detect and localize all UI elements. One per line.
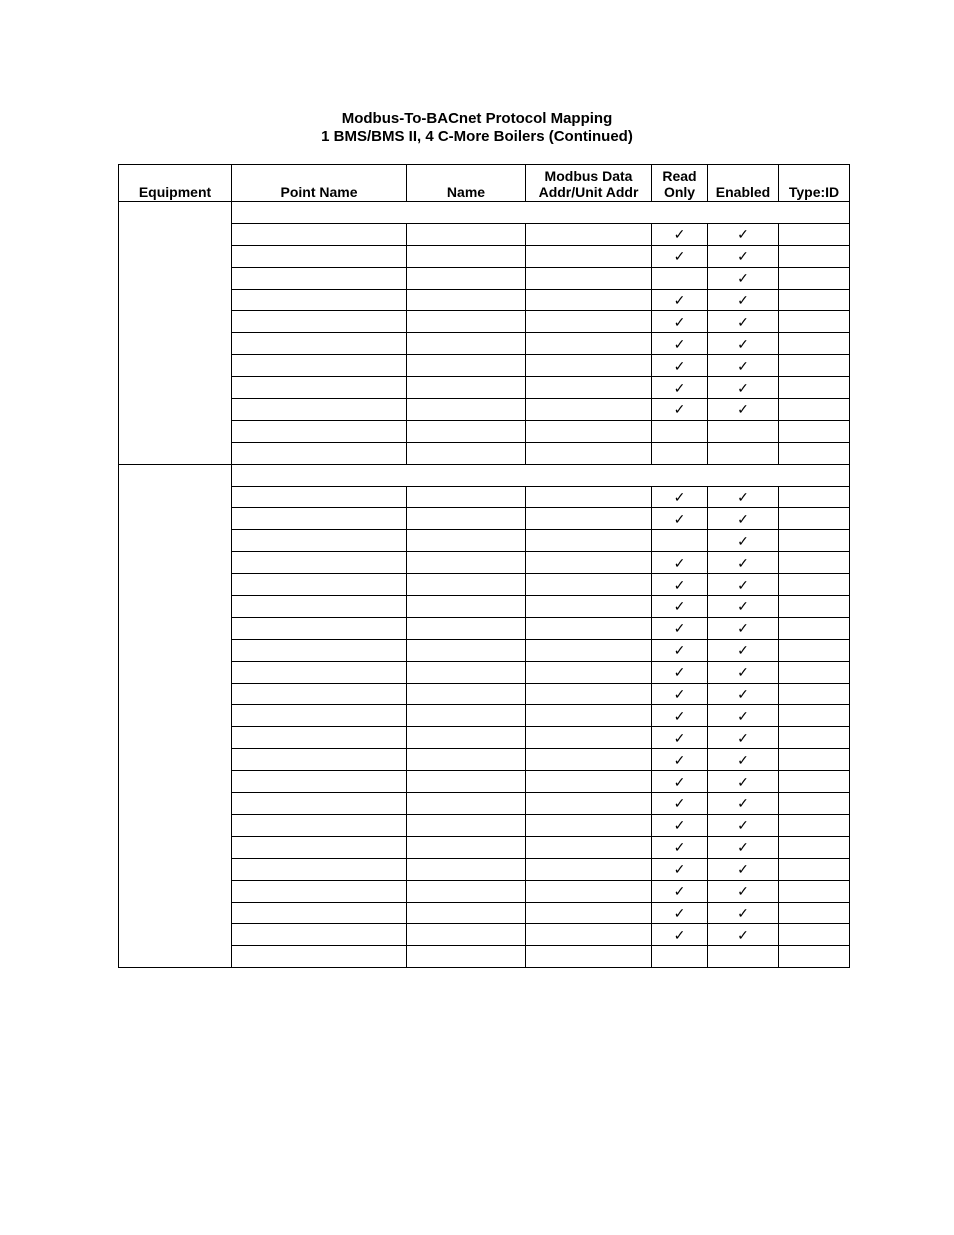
read-only-cell <box>652 683 708 705</box>
type-id-cell <box>779 420 850 442</box>
modbus-addr-cell <box>526 924 652 946</box>
header-read-line-1: Read <box>662 168 697 184</box>
enabled-check-icon: ✓ <box>737 839 749 856</box>
name-cell <box>407 749 526 771</box>
read-only-cell <box>652 727 708 749</box>
modbus-addr-cell <box>526 245 652 267</box>
read-only-cell <box>652 814 708 836</box>
point-name-cell <box>232 333 407 355</box>
read-only-cell <box>652 639 708 661</box>
type-id-cell <box>779 267 850 289</box>
name-cell <box>407 705 526 727</box>
header-equipment: Equipment <box>119 165 232 202</box>
name-cell <box>407 267 526 289</box>
point-name-cell <box>232 836 407 858</box>
modbus-addr-cell <box>526 442 652 464</box>
read-only-check-icon: ✓ <box>673 357 686 374</box>
enabled-check-icon: ✓ <box>737 926 749 943</box>
name-cell <box>407 245 526 267</box>
name-cell <box>407 377 526 399</box>
name-cell <box>407 508 526 530</box>
enabled-cell <box>708 858 779 880</box>
read-only-cell <box>652 617 708 639</box>
enabled-check-icon: ✓ <box>737 664 749 681</box>
read-only-check-icon: ✓ <box>673 313 686 330</box>
title-line-1: Modbus-To-BACnet Protocol Mapping <box>341 110 613 127</box>
modbus-addr-cell <box>526 617 652 639</box>
read-only-cell <box>652 552 708 574</box>
enabled-cell <box>708 267 779 289</box>
mapping-table <box>118 164 850 968</box>
enabled-check-icon: ✓ <box>737 686 749 703</box>
type-id-cell <box>779 223 850 245</box>
read-only-check-icon: ✓ <box>673 292 686 308</box>
type-id-cell <box>779 596 850 618</box>
read-only-check-icon: ✓ <box>673 401 686 418</box>
point-name-cell <box>232 858 407 880</box>
modbus-addr-cell <box>526 771 652 793</box>
modbus-addr-cell <box>526 727 652 749</box>
point-name-cell <box>232 771 407 793</box>
header-type-id: Type:ID <box>779 165 850 202</box>
read-only-cell <box>652 530 708 552</box>
name-cell <box>407 639 526 661</box>
read-only-check-icon: ✓ <box>673 861 686 878</box>
type-id-cell <box>779 377 850 399</box>
read-only-cell <box>652 902 708 924</box>
point-name-cell <box>232 617 407 639</box>
enabled-check-icon: ✓ <box>737 292 749 308</box>
name-cell <box>407 399 526 421</box>
read-only-cell <box>652 223 708 245</box>
name-cell <box>407 486 526 508</box>
header-row <box>119 165 850 202</box>
point-name-cell <box>232 223 407 245</box>
enabled-cell <box>708 661 779 683</box>
name-cell <box>407 617 526 639</box>
modbus-addr-cell <box>526 311 652 333</box>
point-name-cell <box>232 267 407 289</box>
name-cell <box>407 596 526 618</box>
type-id-cell <box>779 574 850 596</box>
enabled-cell <box>708 596 779 618</box>
read-only-cell <box>652 858 708 880</box>
read-only-cell <box>652 486 708 508</box>
read-only-check-icon: ✓ <box>673 926 686 943</box>
read-only-cell <box>652 508 708 530</box>
enabled-check-icon: ✓ <box>737 248 749 265</box>
type-id-cell <box>779 311 850 333</box>
header-point-name: Point Name <box>232 165 407 202</box>
type-id-cell <box>779 880 850 902</box>
type-id-cell <box>779 508 850 530</box>
enabled-check-icon: ✓ <box>737 379 749 396</box>
name-cell <box>407 530 526 552</box>
enabled-check-icon: ✓ <box>737 401 749 418</box>
type-id-cell <box>779 333 850 355</box>
header-enabled: Enabled <box>708 165 779 202</box>
name-cell <box>407 902 526 924</box>
enabled-cell <box>708 508 779 530</box>
point-name-cell <box>232 399 407 421</box>
point-name-cell <box>232 486 407 508</box>
modbus-addr-cell <box>526 289 652 311</box>
type-id-cell <box>779 727 850 749</box>
point-name-cell <box>232 508 407 530</box>
enabled-cell <box>708 749 779 771</box>
header-modbus-line-2: Addr/Unit Addr <box>538 184 639 200</box>
modbus-addr-cell <box>526 377 652 399</box>
point-name-cell <box>232 574 407 596</box>
point-name-cell <box>232 880 407 902</box>
modbus-addr-cell <box>526 486 652 508</box>
point-name-cell <box>232 245 407 267</box>
type-id-cell <box>779 399 850 421</box>
read-only-cell <box>652 574 708 596</box>
read-only-cell <box>652 333 708 355</box>
enabled-cell <box>708 924 779 946</box>
name-cell <box>407 552 526 574</box>
read-only-cell <box>652 880 708 902</box>
enabled-cell <box>708 333 779 355</box>
point-name-cell <box>232 946 407 968</box>
enabled-cell <box>708 420 779 442</box>
enabled-check-icon: ✓ <box>737 795 749 812</box>
enabled-check-icon: ✓ <box>737 510 749 527</box>
read-only-check-icon: ✓ <box>673 576 686 593</box>
point-name-cell <box>232 377 407 399</box>
enabled-cell <box>708 946 779 968</box>
enabled-cell <box>708 530 779 552</box>
point-name-cell <box>232 311 407 333</box>
name-cell <box>407 793 526 815</box>
enabled-cell <box>708 377 779 399</box>
enabled-check-icon: ✓ <box>737 773 749 790</box>
group-gap-row <box>119 464 850 486</box>
name-cell <box>407 661 526 683</box>
read-only-cell <box>652 311 708 333</box>
modbus-addr-cell <box>526 902 652 924</box>
modbus-addr-cell <box>526 267 652 289</box>
point-name-cell <box>232 793 407 815</box>
read-only-cell <box>652 289 708 311</box>
point-name-cell <box>232 530 407 552</box>
header-modbus-addr <box>526 165 652 202</box>
point-name-cell <box>232 924 407 946</box>
enabled-cell <box>708 836 779 858</box>
enabled-cell <box>708 552 779 574</box>
name-cell <box>407 836 526 858</box>
type-id-cell <box>779 639 850 661</box>
enabled-cell <box>708 399 779 421</box>
point-name-cell <box>232 596 407 618</box>
modbus-addr-cell <box>526 749 652 771</box>
type-id-cell <box>779 442 850 464</box>
modbus-addr-cell <box>526 836 652 858</box>
header-read-line-2: Only <box>663 184 696 200</box>
header-modbus-line-1: Modbus Data <box>544 168 633 184</box>
name-cell <box>407 880 526 902</box>
read-only-check-icon: ✓ <box>673 554 686 571</box>
modbus-addr-cell <box>526 639 652 661</box>
type-id-cell <box>779 924 850 946</box>
read-only-cell <box>652 420 708 442</box>
name-cell <box>407 311 526 333</box>
equipment-cell <box>119 202 232 465</box>
name-cell <box>407 727 526 749</box>
enabled-check-icon: ✓ <box>737 904 749 921</box>
point-name-cell <box>232 289 407 311</box>
enabled-cell <box>708 245 779 267</box>
name-cell <box>407 442 526 464</box>
name-cell <box>407 946 526 968</box>
modbus-addr-cell <box>526 814 652 836</box>
enabled-cell <box>708 727 779 749</box>
type-id-cell <box>779 771 850 793</box>
modbus-addr-cell <box>526 946 652 968</box>
type-id-cell <box>779 836 850 858</box>
enabled-check-icon: ✓ <box>737 489 749 506</box>
header-name: Name <box>407 165 526 202</box>
read-only-check-icon: ✓ <box>673 226 686 243</box>
read-only-cell <box>652 771 708 793</box>
type-id-cell <box>779 552 850 574</box>
enabled-cell <box>708 355 779 377</box>
document-title <box>0 110 954 146</box>
point-name-cell <box>232 902 407 924</box>
enabled-check-icon: ✓ <box>737 357 749 374</box>
header-read-only <box>652 165 708 202</box>
type-id-cell <box>779 661 850 683</box>
enabled-check-icon: ✓ <box>737 226 749 243</box>
type-id-cell <box>779 683 850 705</box>
read-only-cell <box>652 705 708 727</box>
name-cell <box>407 574 526 596</box>
read-only-check-icon: ✓ <box>673 664 686 681</box>
type-id-cell <box>779 245 850 267</box>
enabled-cell <box>708 814 779 836</box>
modbus-addr-cell <box>526 661 652 683</box>
enabled-cell <box>708 639 779 661</box>
modbus-addr-cell <box>526 574 652 596</box>
enabled-check-icon: ✓ <box>737 817 749 834</box>
modbus-addr-cell <box>526 858 652 880</box>
name-cell <box>407 814 526 836</box>
read-only-check-icon: ✓ <box>673 883 686 900</box>
type-id-cell <box>779 617 850 639</box>
point-name-cell <box>232 683 407 705</box>
type-id-cell <box>779 946 850 968</box>
enabled-check-icon: ✓ <box>737 576 749 593</box>
point-name-cell <box>232 661 407 683</box>
read-only-check-icon: ✓ <box>673 904 686 921</box>
read-only-check-icon: ✓ <box>673 335 686 352</box>
read-only-cell <box>652 836 708 858</box>
type-id-cell <box>779 289 850 311</box>
read-only-check-icon: ✓ <box>673 489 686 506</box>
point-name-cell <box>232 705 407 727</box>
read-only-check-icon: ✓ <box>673 751 686 768</box>
point-name-cell <box>232 814 407 836</box>
modbus-addr-cell <box>526 355 652 377</box>
name-cell <box>407 683 526 705</box>
read-only-cell <box>652 399 708 421</box>
enabled-cell <box>708 902 779 924</box>
name-cell <box>407 420 526 442</box>
name-cell <box>407 355 526 377</box>
modbus-addr-cell <box>526 508 652 530</box>
enabled-cell <box>708 223 779 245</box>
read-only-cell <box>652 924 708 946</box>
enabled-check-icon: ✓ <box>737 861 749 878</box>
type-id-cell <box>779 749 850 771</box>
point-name-cell <box>232 420 407 442</box>
table-body <box>119 202 850 968</box>
enabled-check-icon: ✓ <box>737 642 749 659</box>
enabled-cell <box>708 486 779 508</box>
equipment-cell <box>119 464 232 967</box>
read-only-check-icon: ✓ <box>673 773 686 790</box>
group-gap-cell <box>232 202 850 224</box>
read-only-cell <box>652 661 708 683</box>
modbus-addr-cell <box>526 705 652 727</box>
enabled-cell <box>708 793 779 815</box>
read-only-check-icon: ✓ <box>673 248 686 265</box>
read-only-check-icon: ✓ <box>673 729 686 746</box>
name-cell <box>407 771 526 793</box>
enabled-check-icon: ✓ <box>737 532 749 549</box>
modbus-addr-cell <box>526 596 652 618</box>
name-cell <box>407 924 526 946</box>
point-name-cell <box>232 442 407 464</box>
modbus-addr-cell <box>526 793 652 815</box>
modbus-addr-cell <box>526 333 652 355</box>
point-name-cell <box>232 552 407 574</box>
read-only-check-icon: ✓ <box>673 817 686 834</box>
read-only-cell <box>652 245 708 267</box>
enabled-cell <box>708 880 779 902</box>
enabled-cell <box>708 617 779 639</box>
enabled-cell <box>708 574 779 596</box>
name-cell <box>407 223 526 245</box>
read-only-check-icon: ✓ <box>673 795 686 812</box>
name-cell <box>407 333 526 355</box>
read-only-cell <box>652 749 708 771</box>
point-name-cell <box>232 639 407 661</box>
read-only-check-icon: ✓ <box>673 642 686 659</box>
enabled-check-icon: ✓ <box>737 751 749 768</box>
enabled-check-icon: ✓ <box>737 335 749 352</box>
enabled-cell <box>708 442 779 464</box>
enabled-check-icon: ✓ <box>737 598 749 615</box>
name-cell <box>407 289 526 311</box>
enabled-check-icon: ✓ <box>737 883 749 900</box>
read-only-check-icon: ✓ <box>673 598 686 615</box>
point-name-cell <box>232 727 407 749</box>
modbus-addr-cell <box>526 683 652 705</box>
read-only-cell <box>652 355 708 377</box>
read-only-check-icon: ✓ <box>673 839 686 856</box>
enabled-check-icon: ✓ <box>737 270 749 287</box>
type-id-cell <box>779 814 850 836</box>
read-only-check-icon: ✓ <box>673 510 686 527</box>
point-name-cell <box>232 749 407 771</box>
modbus-addr-cell <box>526 420 652 442</box>
type-id-cell <box>779 705 850 727</box>
read-only-check-icon: ✓ <box>673 379 686 396</box>
enabled-check-icon: ✓ <box>737 620 749 637</box>
enabled-check-icon: ✓ <box>737 707 749 724</box>
read-only-check-icon: ✓ <box>673 707 686 724</box>
enabled-cell <box>708 311 779 333</box>
point-name-cell <box>232 355 407 377</box>
modbus-addr-cell <box>526 530 652 552</box>
enabled-check-icon: ✓ <box>737 729 749 746</box>
read-only-cell <box>652 596 708 618</box>
enabled-cell <box>708 705 779 727</box>
read-only-cell <box>652 793 708 815</box>
read-only-cell <box>652 377 708 399</box>
enabled-cell <box>708 683 779 705</box>
group-gap-cell <box>232 464 850 486</box>
group-gap-row <box>119 202 850 224</box>
type-id-cell <box>779 486 850 508</box>
enabled-cell <box>708 289 779 311</box>
type-id-cell <box>779 355 850 377</box>
modbus-addr-cell <box>526 399 652 421</box>
title-line-2: 1 BMS/BMS II, 4 C-More Boilers (Continued) <box>321 128 633 145</box>
modbus-addr-cell <box>526 552 652 574</box>
read-only-cell <box>652 946 708 968</box>
read-only-check-icon: ✓ <box>673 620 686 637</box>
type-id-cell <box>779 793 850 815</box>
enabled-check-icon: ✓ <box>737 554 749 571</box>
read-only-check-icon: ✓ <box>673 686 686 703</box>
enabled-cell <box>708 771 779 793</box>
read-only-cell <box>652 442 708 464</box>
name-cell <box>407 858 526 880</box>
type-id-cell <box>779 858 850 880</box>
type-id-cell <box>779 902 850 924</box>
type-id-cell <box>779 530 850 552</box>
enabled-check-icon: ✓ <box>737 313 749 330</box>
modbus-addr-cell <box>526 223 652 245</box>
modbus-addr-cell <box>526 880 652 902</box>
read-only-cell <box>652 267 708 289</box>
